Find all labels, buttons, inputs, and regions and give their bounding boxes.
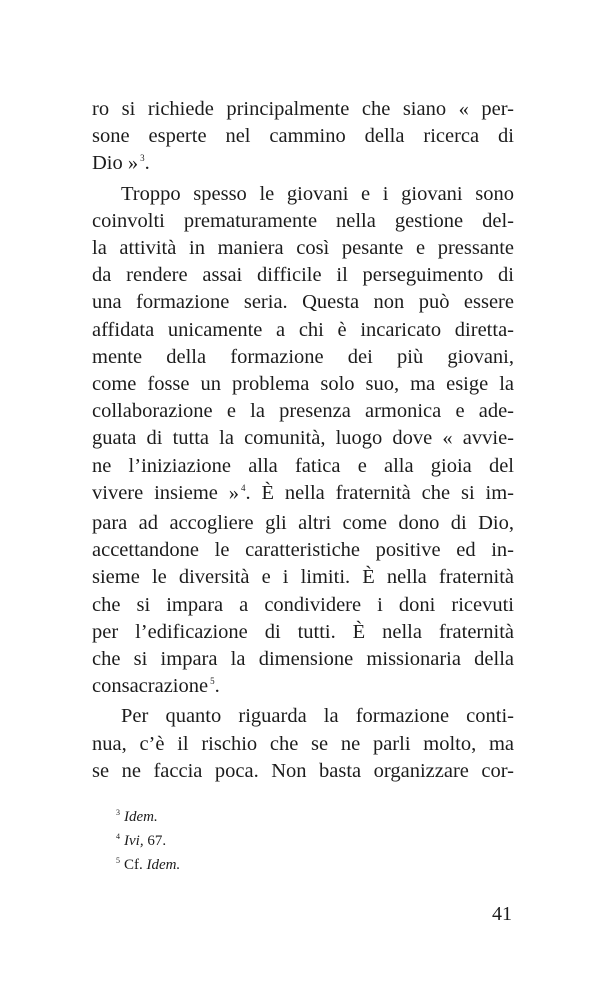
text-line — [92, 619, 514, 646]
line-text: che si impara a condividere i doni ricevuti — [92, 593, 514, 616]
text-line — [92, 317, 514, 344]
text-line — [92, 96, 514, 123]
line-text: Dio » — [92, 152, 139, 175]
line-text: Per quanto riguarda la formazione conti- — [121, 705, 514, 728]
footnotes — [116, 806, 180, 878]
text-line — [92, 564, 514, 591]
text-line — [92, 510, 514, 537]
footnote-reference: 3 — [140, 153, 145, 164]
text-line — [92, 289, 514, 316]
line-text: consacrazione — [92, 675, 209, 698]
line-text: collaborazione e la presenza armonica e ade- — [92, 400, 514, 423]
footnote-label: Cf. — [124, 857, 147, 873]
line-text: ro si richiede principalmente che siano « per- — [92, 98, 514, 120]
footnote-source: Ivi, — [124, 833, 144, 849]
text-line — [92, 731, 514, 758]
footnote-page: 67. — [143, 833, 167, 849]
line-text: da rendere assai difficile il perseguimento di — [92, 264, 514, 287]
text-line — [92, 344, 514, 371]
line-text: nua, c’è il rischio che se ne parli molto, ma — [92, 732, 514, 755]
footnote-reference: 5 — [210, 676, 215, 687]
footnote — [116, 830, 180, 854]
line-text: come fosse un problema solo suo, ma esige la — [92, 373, 514, 396]
text-line — [92, 703, 514, 730]
line-text: se ne faccia poca. Non basta organizzare cor- — [92, 759, 514, 782]
line-text: para ad accogliere gli altri come dono di Dio, — [92, 512, 514, 535]
line-text: per l’edificazione di tutti. È nella fraternità — [92, 620, 514, 643]
line-text: sieme le diversità e i limiti. È nella fraternità — [92, 566, 514, 589]
line-text: guata di tutta la comunità, luogo dove « avvie- — [92, 427, 514, 450]
text-line — [92, 208, 514, 235]
text-line — [92, 537, 514, 564]
text-line — [92, 758, 514, 785]
footnote-source: Idem. — [124, 809, 158, 825]
line-text: sone esperte nel cammino della ricerca di — [92, 125, 514, 148]
footnote-number: 4 — [116, 832, 120, 841]
text-line — [92, 425, 514, 452]
line-text: affidata unicamente a chi è incaricato diretta- — [92, 318, 514, 341]
line-text-tail: . È nella fraternità che si im- — [245, 481, 514, 504]
text-line — [92, 262, 514, 289]
text-line — [92, 592, 514, 619]
line-text: Troppo spesso le giovani e i giovani sono — [121, 182, 514, 205]
footnote — [116, 854, 180, 878]
line-text: coinvolti prematuramente nella gestione del- — [92, 209, 514, 232]
page-number: 41 — [492, 903, 512, 925]
footnote-reference: 4 — [241, 482, 246, 493]
text-line — [92, 235, 514, 262]
text-line — [92, 453, 514, 480]
footnote-number: 5 — [116, 856, 120, 865]
body-text — [92, 96, 514, 785]
line-text-tail: . — [144, 152, 150, 175]
text-line — [92, 480, 514, 510]
text-line — [92, 150, 514, 180]
text-line — [92, 646, 514, 673]
line-text: la attività in maniera così pesante e pressante — [92, 237, 514, 260]
footnote — [116, 806, 180, 830]
line-text: vivere insieme » — [92, 481, 239, 504]
line-text: mente della formazione dei più giovani, — [92, 345, 514, 368]
footnote-source: Idem. — [146, 857, 181, 873]
text-line — [92, 123, 514, 150]
text-line — [92, 181, 514, 208]
line-text: che si impara la dimensione missionaria della — [92, 648, 514, 671]
text-line — [92, 673, 514, 703]
text-line — [92, 371, 514, 398]
footnote-number: 3 — [116, 808, 120, 817]
line-text: accettandone le caratteristiche positive ed in- — [92, 539, 514, 562]
line-text-tail: . — [214, 675, 220, 698]
text-line — [92, 398, 514, 425]
line-text: una formazione seria. Questa non può essere — [92, 291, 514, 314]
line-text: ne l’iniziazione alla fatica e alla gioia del — [92, 454, 514, 477]
